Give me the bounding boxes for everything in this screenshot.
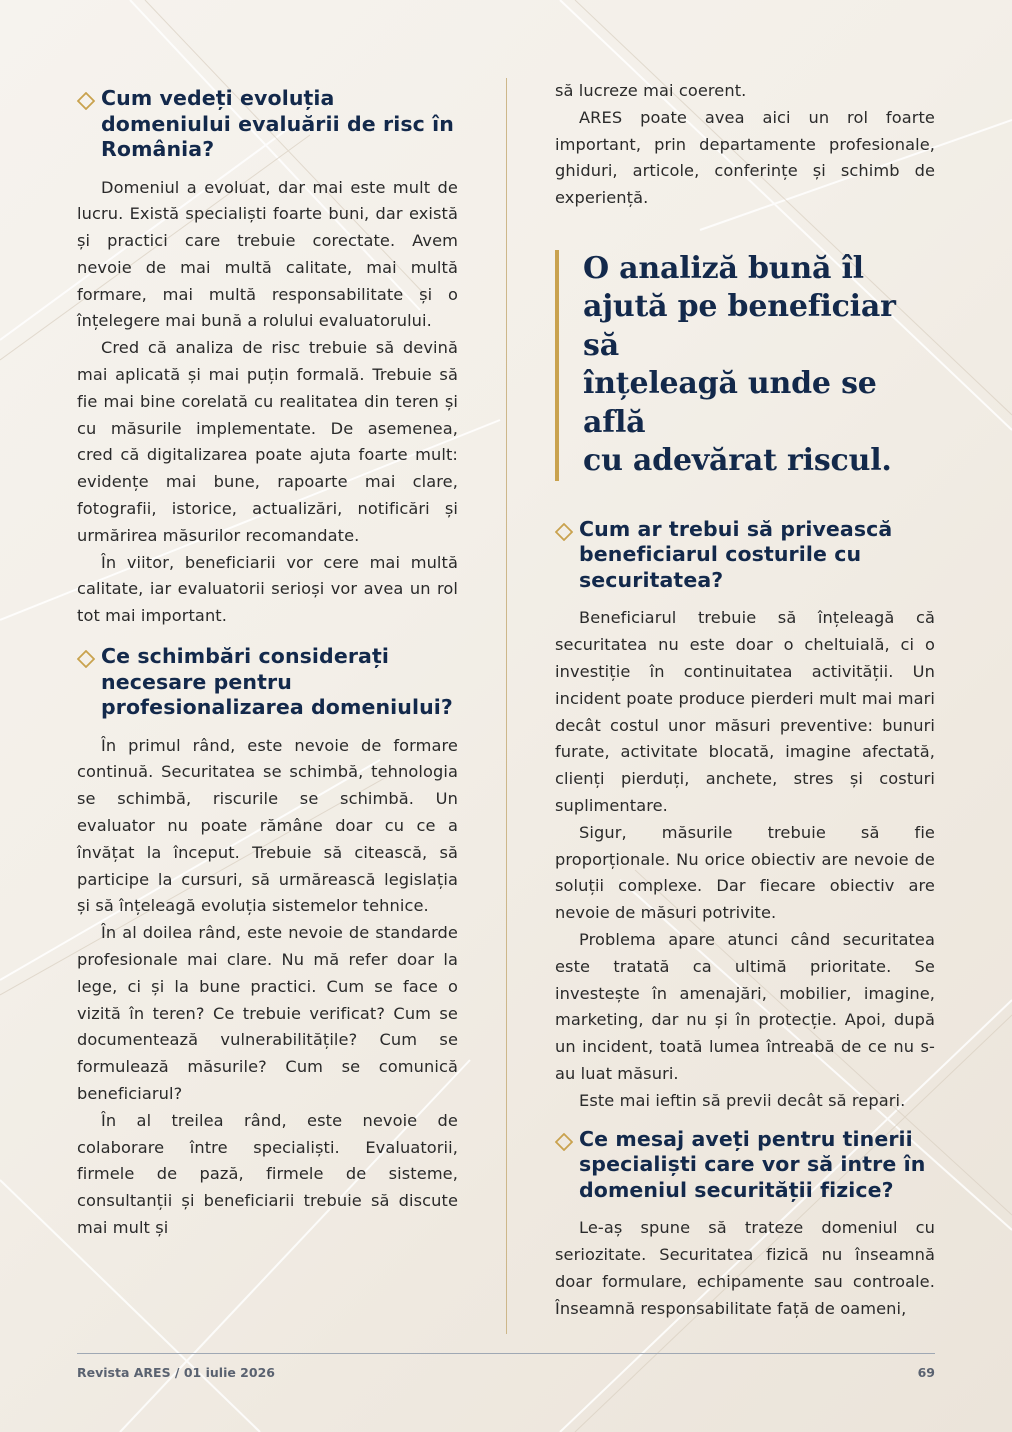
paragraph: să lucreze mai coerent. xyxy=(555,81,747,100)
pull-quote-line: ajută pe beneficiar să xyxy=(583,289,896,363)
diamond-icon xyxy=(77,644,101,668)
paragraph: În al doilea rând, este nevoie de standarde profesionale mai clare. Nu mă refer doar la lege, ci și la bune practici. Cum se face o vizită în teren? Ce trebuie verificat? Cum se documentează vulnerabilitățile? Cum se formulează măsurile? Cum se comunică beneficiarul? xyxy=(77,923,458,1103)
diamond-icon xyxy=(77,86,101,110)
page-number: 69 xyxy=(917,1365,935,1380)
paragraph: Problema apare atunci când securitatea este tratată ca ultimă prioritate. Se investește în amenajări, mobilier, imagine, marketing, dar nu și în protecție. Apoi, după un incident, toată lumea întreabă de ce nu s-au luat măsuri. xyxy=(555,930,935,1084)
footer-divider xyxy=(77,1353,935,1354)
question-title: Cum vedeți evoluția domeniului evaluării de risc în România? xyxy=(101,86,454,161)
question-title: Ce schimbări considerați necesare pentru profesionalizarea domeniului? xyxy=(101,644,453,720)
paragraph: Este mai ieftin să previi decât să repari. xyxy=(579,1090,906,1110)
paragraph: Sigur, măsurile trebuie să fie proporționale. Nu orice obiectiv are nevoie de soluții complexe. Dar fiecare obiectiv are nevoie de măsuri potrivite. xyxy=(555,822,935,923)
paragraph: Cred că analiza de risc trebuie să devină mai aplicată și mai puțin formală. Trebuie să fie mai bine corelată cu realitatea din teren și cu măsurile implementate. De asemenea, cred că digitalizarea poate ajuta foarte mult: evidențe mai bune, rapoarte mai clare, fotografii, istorice, actualizări, notificări și urmărirea măsurilor recomandate. xyxy=(77,338,458,545)
paragraph: Beneficiarul trebuie să înțeleagă că securitatea nu este doar o cheltuială, ci o investiție în continuitatea activității. Un incident poate produce pierderi mult mai mari decât costul unor măsuri preventive: bunuri furate, activitate blocată, imagine afectată, clienți pierduți, anchete, stres și costuri suplimentare. xyxy=(555,608,935,816)
paragraph: ARES poate avea aici un rol foarte important, prin departamente profesionale, ghiduri, articole, conferințe și schimb de experiență. xyxy=(555,107,935,208)
diamond-icon xyxy=(555,517,579,541)
pull-quote-line: cu adevărat riscul. xyxy=(583,443,892,479)
paragraph: Le-aș spune să trateze domeniul cu seriozitate. Securitatea fizică nu înseamnă doar formulare, echipamente sau controale. Înseamnă responsabilitate față de oameni, xyxy=(555,1218,935,1318)
question-heading xyxy=(555,1127,935,1204)
diamond-icon xyxy=(555,1127,579,1151)
paragraph: Domeniul a evoluat, dar mai este mult de lucru. Există specialiști foarte buni, dar există și practici care trebuie corectate. Avem nevoie de mai multă calitate, mai multă formare, mai multă responsabilitate și o înțelegere mai bună a rolului evaluatorului. xyxy=(77,177,458,331)
question-heading xyxy=(77,644,458,721)
question-heading xyxy=(555,517,935,594)
left-column xyxy=(77,86,458,1242)
pull-quote xyxy=(555,250,935,481)
question-heading xyxy=(77,86,458,163)
right-column xyxy=(555,78,935,1322)
question-title: Ce mesaj aveți pentru tinerii specialiști care vor să intre în domeniul securității fizice? xyxy=(579,1126,926,1202)
pull-quote-line: O analiză bună îl xyxy=(583,250,864,286)
column-divider xyxy=(506,78,507,1334)
paragraph: În viitor, beneficiarii vor cere mai multă calitate, iar evaluatorii serioși vor avea un rol tot mai important. xyxy=(77,552,458,626)
paragraph: În primul rând, este nevoie de formare continuă. Securitatea se schimbă, tehnologia se schimbă, riscurile se schimbă. Un evaluator nu poate rămâne doar cu ce a învățat la început. Trebuie să citească, să participe la cursuri, să urmărească legislația și să înțeleagă evoluția sistemelor tehnice. xyxy=(77,735,458,916)
pull-quote-line: înțeleagă unde se află xyxy=(583,366,877,440)
footer-publication: Revista ARES / 01 iulie 2026 xyxy=(77,1365,275,1380)
paragraph: În al treilea rând, este nevoie de colaborare între specialiști. Evaluatorii, firmele de pază, firmele de sisteme, consultanții și beneficiarii trebuie să discute mai mult și xyxy=(77,1110,458,1237)
question-title: Cum ar trebui să privească beneficiarul costurile cu securitatea? xyxy=(579,516,893,592)
